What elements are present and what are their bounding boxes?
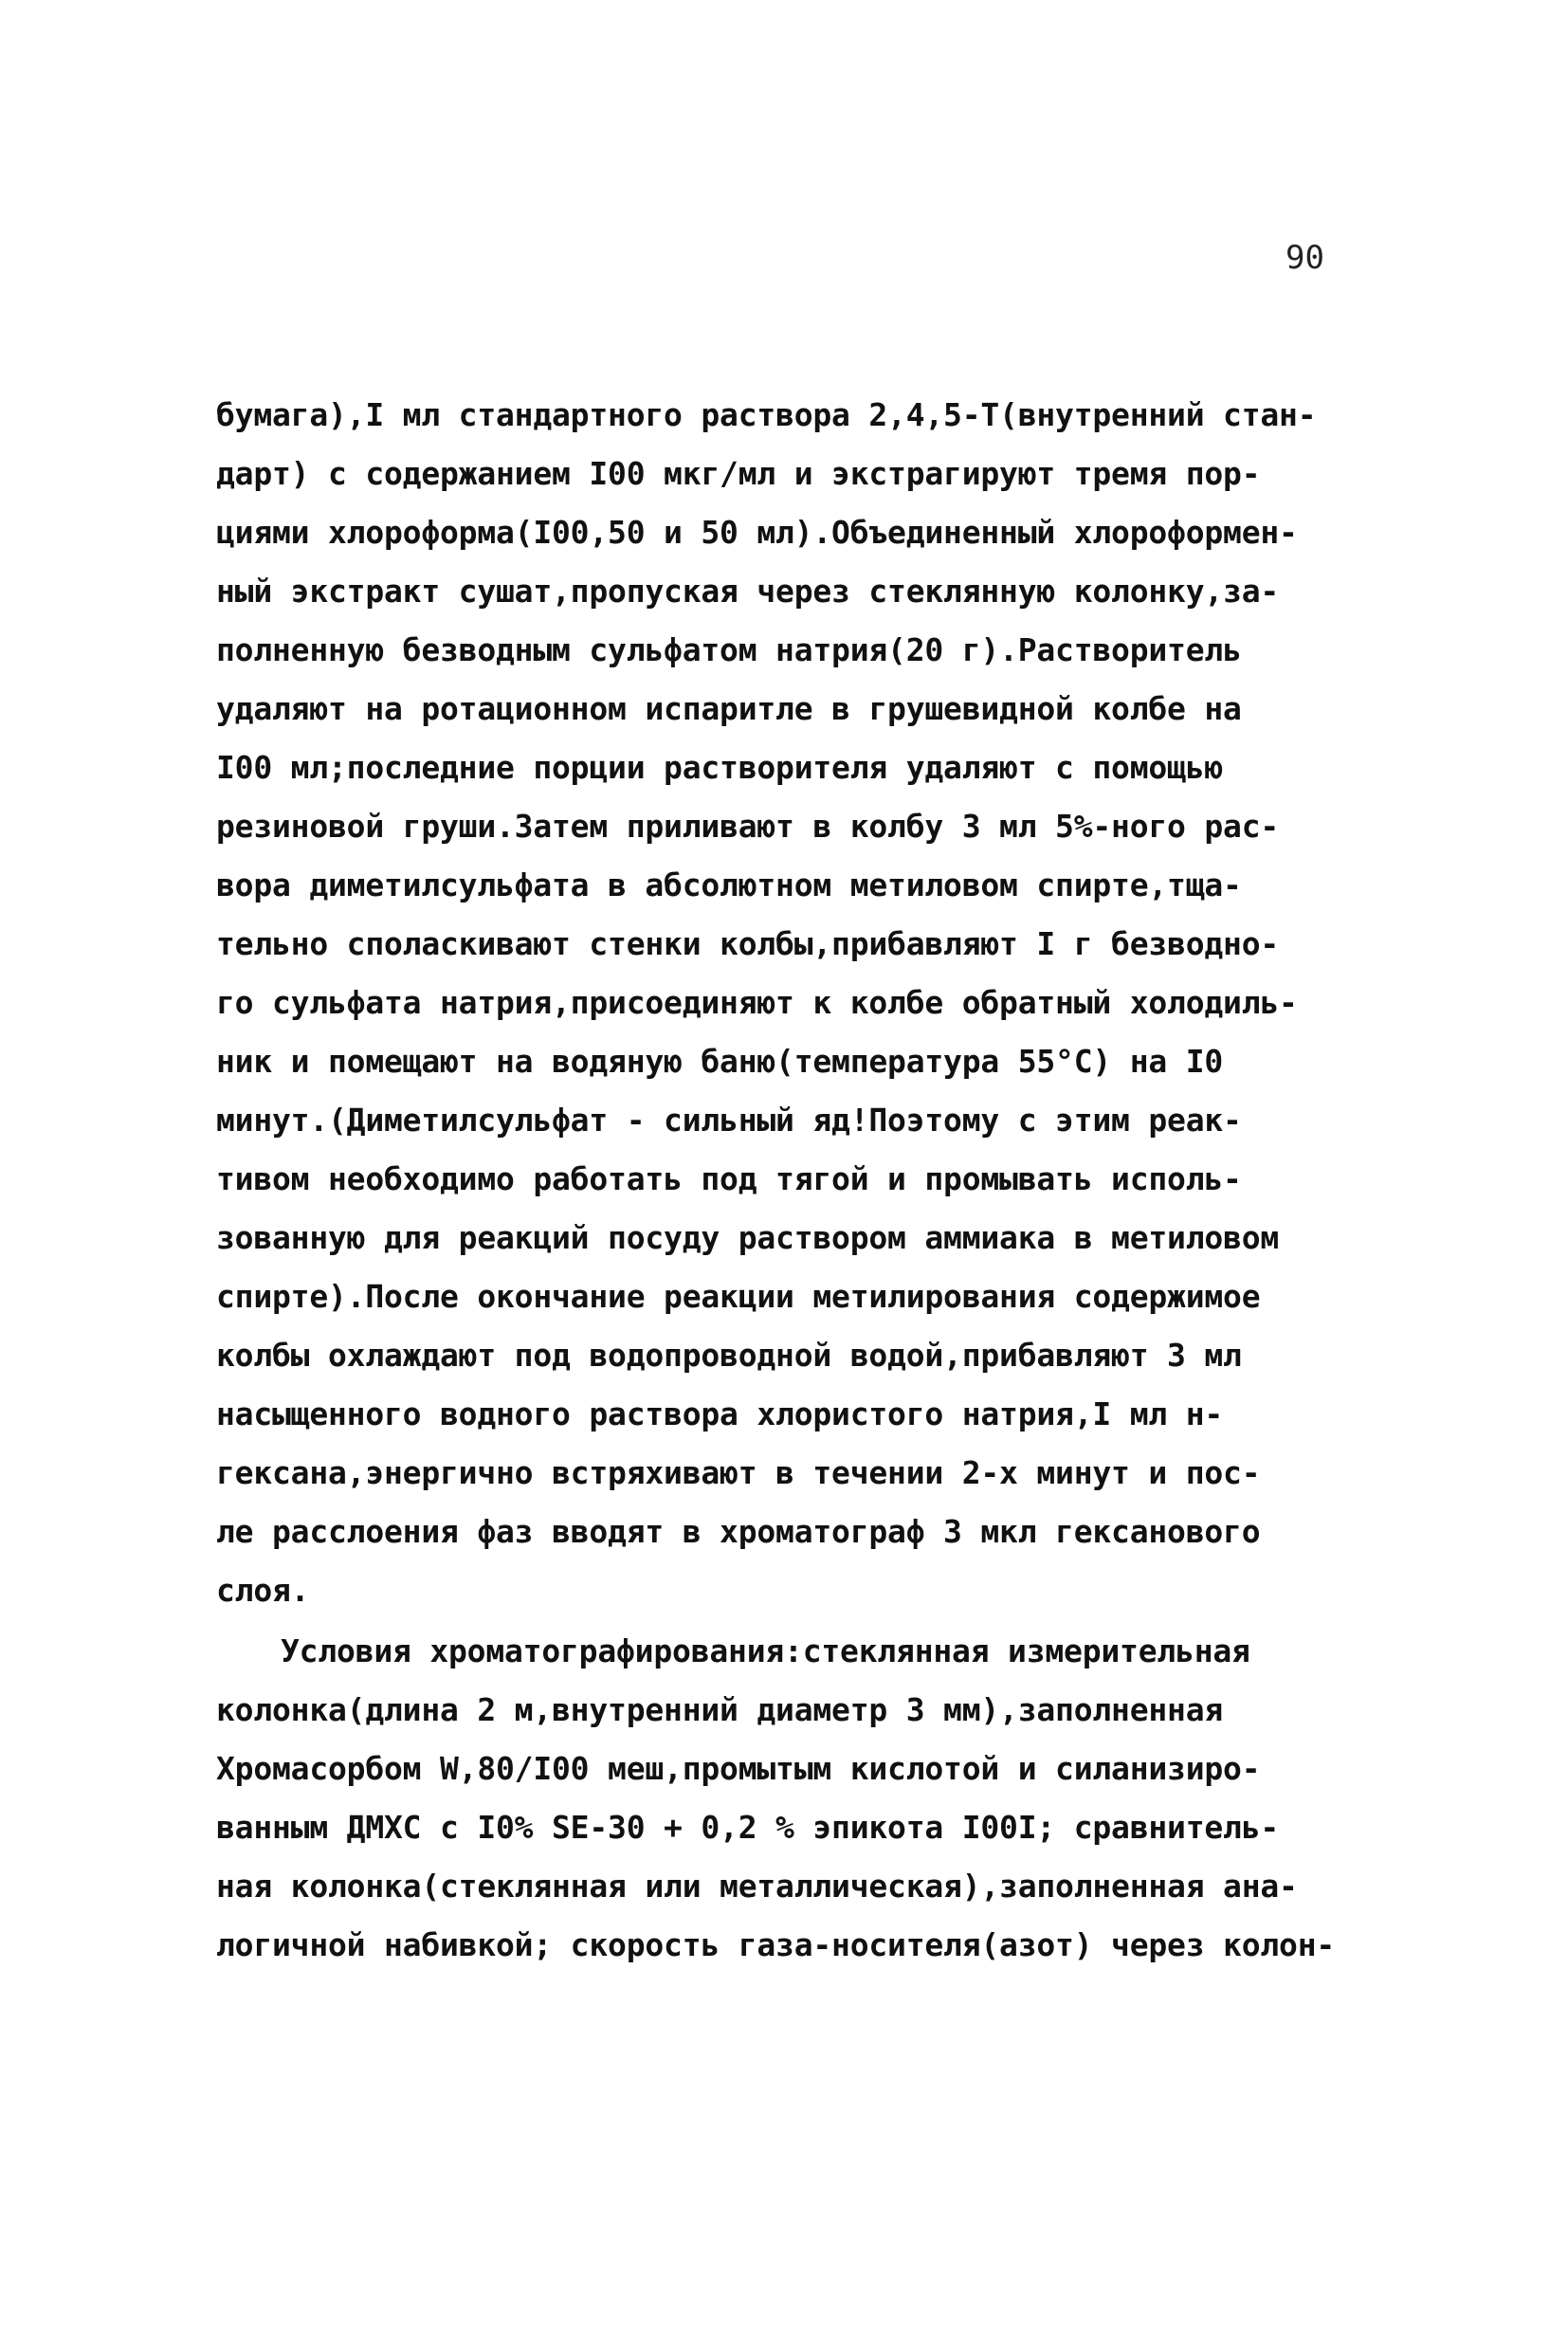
- text-line: логичной набивкой; скорость газа-носителя(азот) через колон-: [216, 1926, 1336, 1963]
- text-line: ник и помещают на водяную баню(температура 55°С) на I0: [216, 1043, 1224, 1080]
- text-line: колонка(длина 2 м,внутренний диаметр 3 мм),заполненная: [216, 1691, 1224, 1728]
- text-line: тивом необходимо работать под тягой и промывать исполь-: [216, 1160, 1242, 1197]
- text-line: полненную безводным сульфатом натрия(20 г).Растворитель: [216, 631, 1242, 668]
- page-number: 90: [1285, 239, 1324, 277]
- text-line: дарт) с содержанием I00 мкг/мл и экстрагируют тремя пор-: [216, 455, 1261, 492]
- text-line: Условия хроматографирования:стеклянная измерительная: [281, 1632, 1250, 1669]
- text-line: минут.(Диметилсульфат - сильный яд!Поэтому с этим реак-: [216, 1102, 1242, 1139]
- text-line: ная колонка(стеклянная или металлическая),заполненная ана-: [216, 1868, 1298, 1905]
- text-line: Хромасорбом W,80/I00 меш,промытым кислотой и силанизиро-: [216, 1750, 1261, 1787]
- text-line: ле расслоения фаз вводят в хроматограф 3 мкл гексанового: [216, 1513, 1261, 1550]
- text-line: колбы охлаждают под водопроводной водой,прибавляют 3 мл: [216, 1337, 1242, 1374]
- text-line: слоя.: [216, 1572, 310, 1609]
- text-line: резиновой груши.Затем приливают в колбу 3 мл 5%-ного рас-: [216, 808, 1280, 845]
- text-line: I00 мл;последние порции растворителя удаляют с помощью: [216, 749, 1224, 786]
- text-line: тельно споласкивают стенки колбы,прибавляют I г безводно-: [216, 925, 1280, 962]
- text-line: ванным ДМХС с I0% SE-30 + 0,2 % эпикота I00I; сравнитель-: [216, 1809, 1280, 1846]
- text-line: го сульфата натрия,присоединяют к колбе обратный холодиль-: [216, 984, 1298, 1021]
- text-line: гексана,энергично встряхивают в течении 2-х минут и пос-: [216, 1454, 1261, 1491]
- text-line: ный экстракт сушат,пропуская через стеклянную колонку,за-: [216, 573, 1280, 610]
- text-line: вора диметилсульфата в абсолютном метиловом спирте,тща-: [216, 866, 1242, 903]
- text-line: удаляют на ротационном испаритле в грушевидной колбе на: [216, 690, 1242, 727]
- text-line: циями хлороформа(I00,50 и 50 мл).Объединенный хлороформен-: [216, 514, 1298, 551]
- text-line: спирте).После окончание реакции метилирования содержимое: [216, 1278, 1261, 1315]
- text-line: насыщенного водного раствора хлористого натрия,I мл н-: [216, 1395, 1224, 1432]
- text-line: бумага),I мл стандартного раствора 2,4,5-Т(внутренний стан-: [216, 396, 1317, 433]
- text-line: зованную для реакций посуду раствором аммиака в метиловом: [216, 1219, 1280, 1256]
